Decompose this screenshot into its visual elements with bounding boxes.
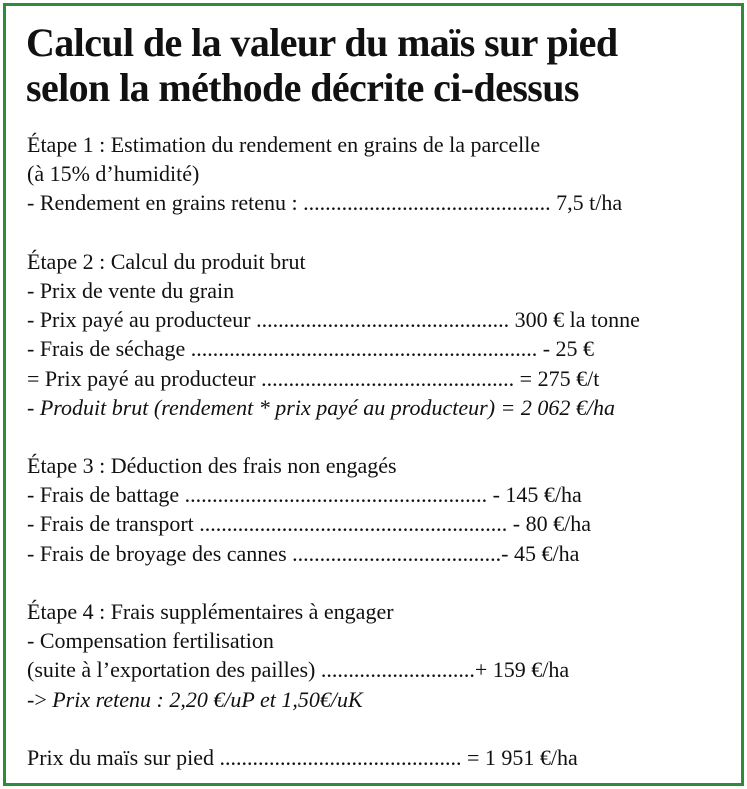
step-3 <box>27 451 732 568</box>
crushing-costs-line: - Frais de broyage des cannes ......................................- 45 €/ha <box>27 540 580 566</box>
producer-price-line: - Prix payé au producteur .............................................. 300 € la tonne <box>27 307 640 333</box>
gross-product-prefix: - <box>27 394 40 420</box>
calculation-body <box>27 130 732 772</box>
step-1-note: (à 15% d’humidité) <box>27 161 200 187</box>
yield-line: - Rendement en grains retenu : ............................................. 7,5 t/ha <box>27 190 623 216</box>
drying-costs-line: - Frais de séchage ............................................................... - 25 € <box>27 336 595 362</box>
title-line-2: selon la méthode décrite ci-dessus <box>26 65 579 110</box>
step-2-heading: Étape 2 : Calcul du produit brut <box>27 248 306 274</box>
step-1 <box>27 130 732 218</box>
net-price-line: = Prix payé au producteur .............................................. = 275 €/t <box>27 365 600 391</box>
step-3-heading: Étape 3 : Déduction des frais non engagés <box>27 453 397 479</box>
gross-product-line <box>27 393 732 422</box>
step-2 <box>27 247 732 422</box>
retained-price-text: Prix retenu : 2,20 €/uP et 1,50€/uK <box>52 686 363 712</box>
step-1-heading: Étape 1 : Estimation du rendement en grains de la parcelle <box>27 132 541 157</box>
step-4-heading: Étape 4 : Frais supplémentaires à engager <box>27 599 394 624</box>
final-price-line: Prix du maïs sur pied ............................................ = 1 951 €/ha <box>27 744 578 770</box>
page-title <box>26 20 726 110</box>
straw-export-line: (suite à l’exportation des pailles) ............................+ 159 €/ha <box>27 657 570 683</box>
transport-costs-line: - Frais de transport ........................................................ - 80 €/ha <box>27 511 591 537</box>
document-frame <box>3 3 744 786</box>
retained-price-line <box>27 685 732 714</box>
retained-price-prefix: -> <box>27 686 53 712</box>
step-4 <box>27 597 732 714</box>
sale-price-line: - Prix de vente du grain <box>27 277 235 303</box>
gross-product-text: Produit brut (rendement * prix payé au producteur) = 2 062 €/ha <box>39 394 615 420</box>
threshing-costs-line: - Frais de battage ....................................................... - 145 €/ha <box>27 482 582 508</box>
title-line-1: Calcul de la valeur du maïs sur pied <box>26 20 618 65</box>
fertilisation-line: - Compensation fertilisation <box>27 628 274 654</box>
